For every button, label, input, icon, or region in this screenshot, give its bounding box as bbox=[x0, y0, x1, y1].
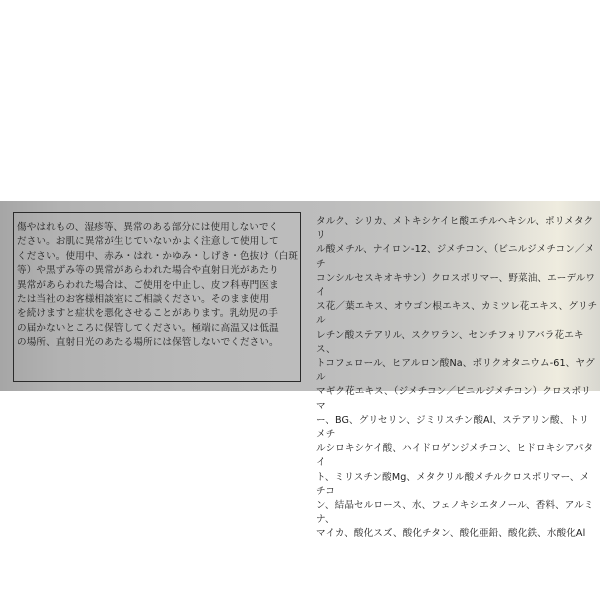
package-label-panel bbox=[0, 201, 600, 540]
caution-notice-text: 傷やはれもの、湿疹等、異常のある部分には使用しないでく ださい。お肌に異常が生じていないかよく注意して使用して ください。使用中、赤み・はれ・かゆみ・しげき・色抜け（白斑 等）や黒ずみ等の異常があらわれた場合や直射日光があたり 異常があらわれた場合は、ご使用を中止し、皮フ科専門医ま たは当社のお客様相談室にご相談ください。そのまま使用 を続けますと症状を悪化させることがあります。乳幼児の手 の届かないところに保管してください。極端に高温又は低温 の場所、直射日光のあたる場所には保管しないでください。 bbox=[17, 222, 299, 349]
ingredients-list-text: タルク、シリカ、メトキシケイヒ酸エチルヘキシル、ポリメタクリ ル酸メチル、ナイロン-12、ジメチコン、（ビニルジメチコン／メチ コンシルセスキオキサン）クロスポリマー、野菜油、エーデルワイ ス花／葉エキス、オウゴン根エキス、カミツレ花エキス、グリチル レチン酸ステアリル、スクワラン、センチフォリアバラ花エキス、 トコフェロール、ヒアルロン酸Na、ポリクオタニウム-61、ヤグル マギク花エキス、（ジメチコン／ビニルジメチコン）クロスポリマ ー、BG、グリセリン、ジミリスチン酸Al、ステアリン酸、トリメチ ルシロキシケイ酸、ハイドロゲンジメチコン、ヒドロキシアパタイ ト、ミリスチン酸Mg、メタクリル酸メチルクロスポリマー、メチコ ン、結晶セルロース、水、フェノキシエタノール、香料、アルミナ、 マイカ、酸化スズ、酸化チタン、酸化亜鉛、酸化鉄、水酸化Al bbox=[316, 216, 598, 540]
